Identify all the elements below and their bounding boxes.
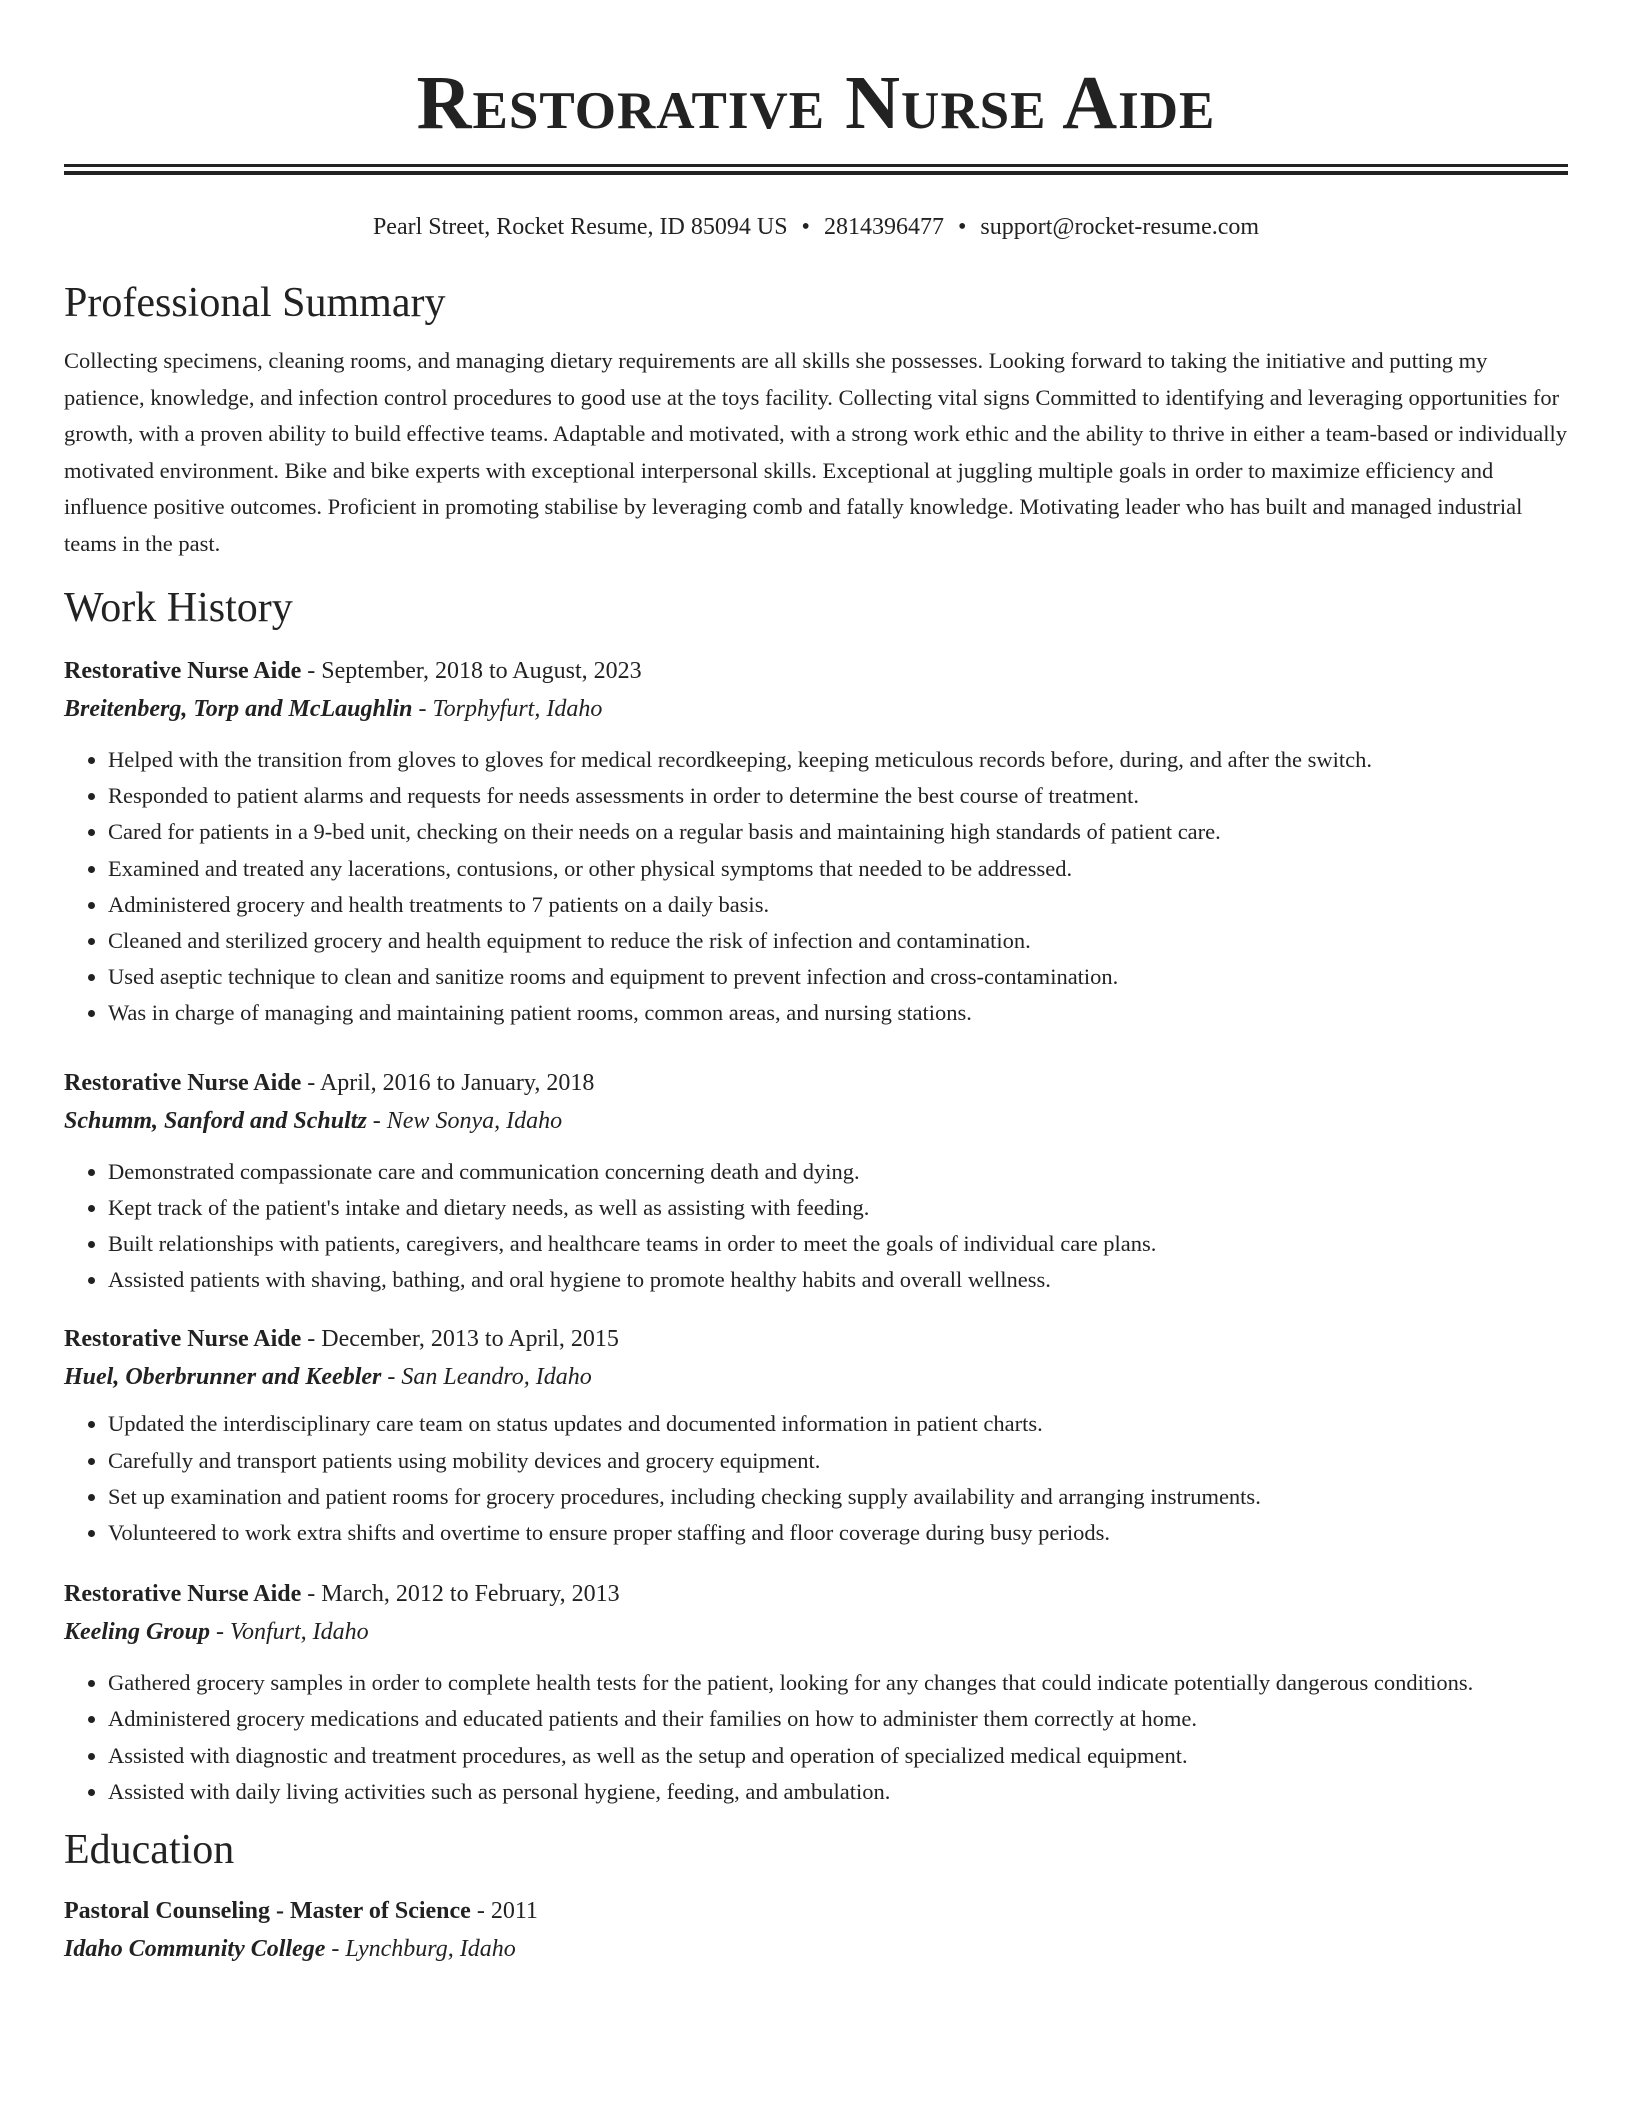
degree-line [64,1892,1568,1930]
contact-phone[interactable]: 2814396477 [823,214,944,240]
job-entry [64,1064,1568,1299]
header-double-rule [64,164,1568,175]
job-bullet: • Administered grocery and health treatments to 7 patients on a daily basis. [108,887,1568,923]
job-dates: - December, 2013 to April, 2015 [301,1326,619,1353]
company-line [64,1358,1568,1396]
job-bullet: • Helped with the transition from gloves to gloves for medical recordkeeping, keeping meticulous records before, during, and after the switch. [108,742,1568,778]
job-entry [64,1575,1568,1810]
job-bullet: • Used aseptic technique to clean and sanitize rooms and equipment to prevent infection and cross-contamination. [108,959,1568,995]
job-bullet: • Responded to patient alarms and requests for needs assessments in order to determine the best course of treatment. [108,778,1568,814]
job-role: Restorative Nurse Aide [64,1326,302,1353]
company-name: Breitenberg, Torp and McLaughlin [64,696,413,722]
school-line [64,1930,1568,1968]
work-history-heading: Work History [64,585,293,631]
school-name: Idaho Community College [64,1936,326,1963]
contact-separator: • [957,214,967,240]
company-name: Schumm, Sanford and Schultz [64,1107,367,1134]
job-bullet: • Updated the interdisciplinary care team on status updates and documented information in patient charts. [108,1406,1568,1442]
summary-text: Collecting specimens, cleaning rooms, and managing dietary requirements are all skills she possesses. Looking forward to taking the initiative and putting my patience, knowledge, and infection control procedures to good use at the toys facility. Collecting vital signs Committed to identifying and leveraging opportunities for growth, with a proven ability to build effective teams. Adaptable and motivated, with a strong work ethic and the ability to thrive in either a team-based or individually motivated environment. Bike and bike experts with exceptional interpersonal skills. Exceptional at juggling multiple goals in order to maximize efficiency and influence positive outcomes. Proficient in promoting stabilise by leveraging comb and fatally knowledge. Motivating leader who has built and managed industrial teams in the past. [64,348,1567,556]
job-bullet: • Cared for patients in a 9-bed unit, checking on their needs on a regular basis and maintaining high standards of patient care. [108,814,1568,850]
job-bullet: • Demonstrated compassionate care and communication concerning death and dying. [108,1154,1568,1190]
job-bullet: • Administered grocery medications and educated patients and their families on how to administer them correctly at home. [108,1701,1568,1737]
job-bullet: • Set up examination and patient rooms for grocery procedures, including checking supply availability and arranging instruments. [108,1479,1568,1515]
job-role: Restorative Nurse Aide [64,1581,302,1608]
degree-year: - 2011 [470,1898,538,1925]
degree-name: Pastoral Counseling - Master of Science [64,1898,471,1925]
job-title-line [64,652,1568,690]
company-name: Huel, Oberbrunner and Keebler [64,1364,382,1391]
job-bullets [64,1154,1568,1299]
job-bullet: • Gathered grocery samples in order to complete health tests for the patient, looking for any changes that could indicate potentially dangerous conditions. [108,1665,1568,1701]
candidate-name: Restorative Nurse Aide [416,61,1216,145]
job-bullet: • Examined and treated any lacerations, contusions, or other physical symptoms that needed to be addressed. [108,851,1568,887]
job-bullet: • Assisted patients with shaving, bathing, and oral hygiene to promote healthy habits and overall wellness. [108,1262,1568,1298]
company-location: - Torphyfurt, Idaho [412,696,603,722]
job-bullet: • Volunteered to work extra shifts and overtime to ensure proper staffing and floor coverage during busy periods. [108,1515,1568,1551]
school-location: - Lynchburg, Idaho [325,1936,516,1963]
contact-email[interactable]: support@rocket-resume.com [980,214,1260,240]
job-dates: - March, 2012 to February, 2013 [301,1581,620,1608]
job-bullet: • Built relationships with patients, caregivers, and healthcare teams in order to meet the goals of individual care plans. [108,1226,1568,1262]
job-bullet: • Kept track of the patient's intake and dietary needs, as well as assisting with feeding. [108,1190,1568,1226]
job-bullets [64,1406,1568,1551]
contact-line [64,211,1568,243]
job-bullet: • Carefully and transport patients using mobility devices and grocery equipment. [108,1443,1568,1479]
job-entry [64,652,1568,1032]
job-dates: - April, 2016 to January, 2018 [301,1069,595,1096]
company-location: - San Leandro, Idaho [381,1364,592,1391]
job-role: Restorative Nurse Aide [64,658,302,684]
company-line [64,690,1568,728]
summary-heading: Professional Summary [64,280,446,326]
job-bullet: • Cleaned and sterilized grocery and health equipment to reduce the risk of infection and contamination. [108,923,1568,959]
job-role: Restorative Nurse Aide [64,1069,302,1096]
contact-separator: • [801,214,810,240]
job-title-line [64,1320,1568,1358]
job-title-line [64,1064,1568,1102]
company-line [64,1102,1568,1140]
company-location: - Vonfurt, Idaho [210,1619,369,1646]
job-bullets [64,1665,1568,1810]
contact-address: Pearl Street, Rocket Resume, ID 85094 US [372,214,788,240]
job-dates: - September, 2018 to August, 2023 [301,658,642,684]
company-line [64,1613,1568,1651]
job-entry [64,1320,1568,1551]
education-entry [64,1892,1568,1968]
company-name: Keeling Group [64,1619,211,1646]
job-title-line [64,1575,1568,1613]
job-bullet: • Was in charge of managing and maintaining patient rooms, common areas, and nursing stations. [108,995,1568,1031]
job-bullets [64,742,1568,1032]
company-location: - New Sonya, Idaho [366,1107,563,1134]
job-bullet: • Assisted with daily living activities such as personal hygiene, feeding, and ambulation. [108,1774,1568,1810]
education-heading: Education [64,1827,235,1874]
job-bullet: • Assisted with diagnostic and treatment procedures, as well as the setup and operation of specialized medical equipment. [108,1738,1568,1774]
